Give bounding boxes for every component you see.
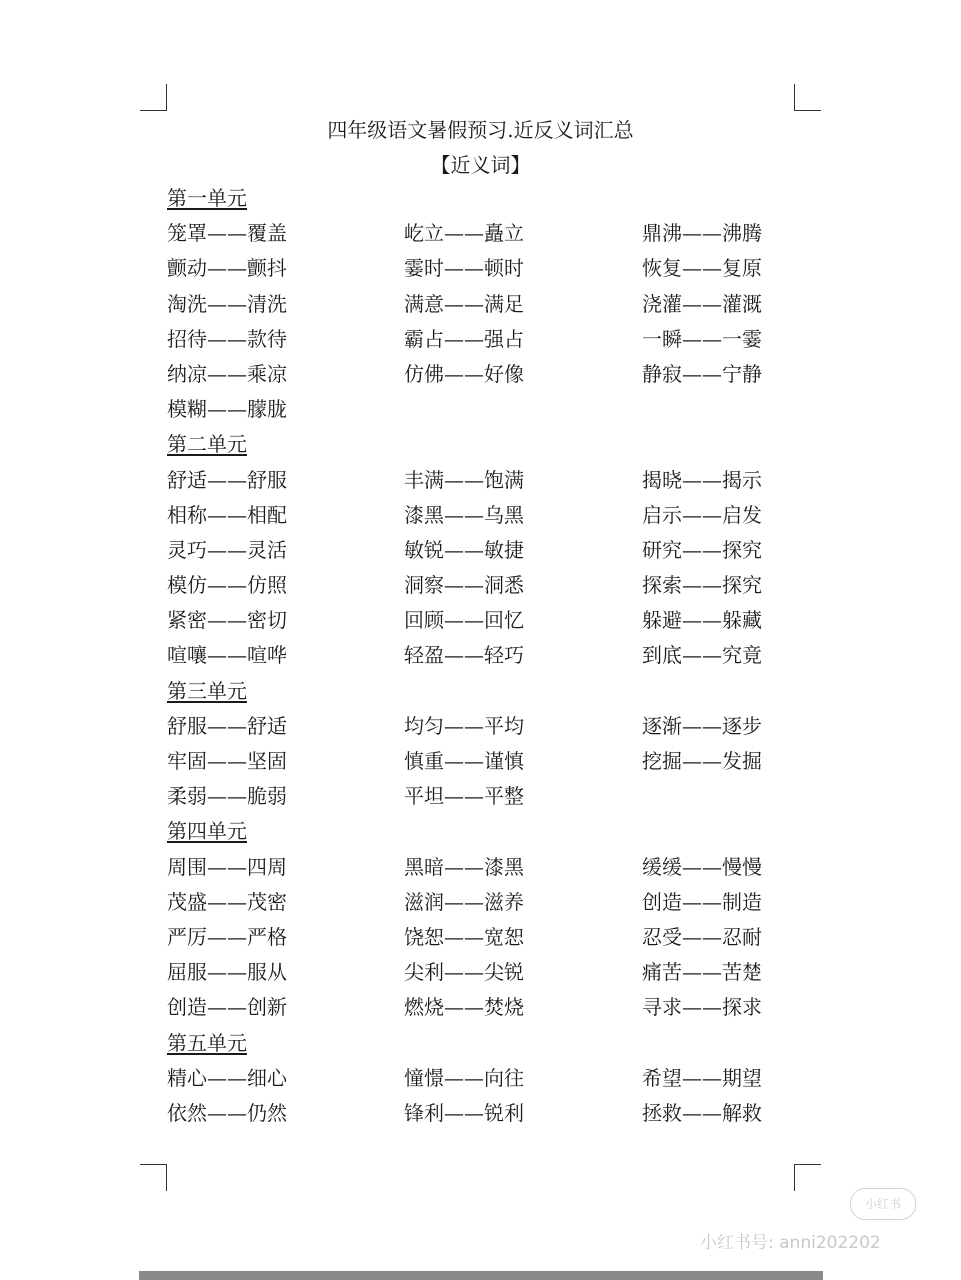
word-row [167, 498, 807, 533]
synonym-pair: 恢复——复原 [642, 256, 762, 281]
crop-mark-top-left [140, 84, 167, 111]
synonym-pair: 模糊——朦胧 [167, 397, 287, 422]
watermark-text: 小红书号: anni202202 [700, 1233, 881, 1253]
word-row [167, 568, 807, 603]
unit-heading: 第二单元 [167, 432, 247, 457]
synonym-pair: 静寂——宁静 [642, 361, 762, 386]
synonym-pair: 严厉——严格 [167, 924, 287, 949]
synonym-pair: 丰满——饱满 [404, 467, 524, 492]
synonym-pair: 回顾——回忆 [404, 608, 524, 633]
synonym-pair: 仿佛——好像 [404, 361, 524, 386]
synonym-pair: 敏锐——敏捷 [404, 537, 524, 562]
word-row [167, 744, 807, 779]
word-row [167, 850, 807, 885]
synonym-pair: 滋润——滋养 [404, 889, 524, 914]
synonym-pair: 研究——探究 [642, 537, 762, 562]
synonym-pair: 霸占——强占 [404, 326, 524, 351]
synonym-pair: 逐渐——逐步 [642, 713, 762, 738]
synonym-pair: 依然——仍然 [167, 1100, 287, 1125]
synonym-pair: 痛苦——苦楚 [642, 960, 762, 985]
synonym-pair: 一瞬——一霎 [642, 326, 762, 351]
synonym-pair: 淘洗——清洗 [167, 291, 287, 316]
synonym-pair: 到底——究竟 [642, 643, 762, 668]
synonym-pair: 周围——四周 [167, 854, 287, 879]
synonym-pair: 纳凉——乘凉 [167, 361, 287, 386]
word-row [167, 533, 807, 568]
synonym-pair: 笼罩——覆盖 [167, 221, 287, 246]
bottom-scroll-bar [139, 1271, 823, 1280]
synonym-pair: 颤动——颤抖 [167, 256, 287, 281]
word-row [167, 709, 807, 744]
synonym-pair: 躲避——躲藏 [642, 608, 762, 633]
unit-heading: 第五单元 [167, 1030, 247, 1055]
synonym-pair: 洞察——洞悉 [404, 573, 524, 598]
synonym-pair: 招待——款待 [167, 326, 287, 351]
synonym-pair: 相称——相配 [167, 502, 287, 527]
synonym-pair: 漆黑——乌黑 [404, 502, 524, 527]
synonym-pair: 平坦——平整 [404, 784, 524, 809]
synonym-pair: 灵巧——灵活 [167, 537, 287, 562]
unit-heading: 第三单元 [167, 678, 247, 703]
word-row [167, 920, 807, 955]
crop-mark-top-right [794, 84, 821, 111]
word-row [167, 287, 807, 322]
word-row [167, 955, 807, 990]
synonym-pair: 舒服——舒适 [167, 713, 287, 738]
word-row [167, 779, 807, 814]
synonym-pair: 探索——探究 [642, 573, 762, 598]
synonym-pair: 茂盛——茂密 [167, 889, 287, 914]
synonym-pair: 寻求——探求 [642, 995, 762, 1020]
synonym-pair: 牢固——坚固 [167, 749, 287, 773]
synonym-pair: 憧憬——向往 [404, 1065, 524, 1090]
crop-mark-bottom-left [140, 1164, 167, 1191]
synonym-pair: 创造——制造 [642, 889, 762, 914]
synonym-pair: 均匀——平均 [404, 713, 524, 738]
crop-mark-bottom-right [794, 1164, 821, 1191]
synonym-pair: 饶恕——宽恕 [404, 924, 524, 949]
synonym-pair: 轻盈——轻巧 [404, 643, 524, 668]
unit-heading: 第四单元 [167, 819, 247, 844]
synonym-pair: 喧嚷——喧哗 [167, 643, 287, 668]
synonym-pair: 浇灌——灌溉 [642, 291, 762, 316]
word-row [167, 638, 807, 673]
synonym-pair: 燃烧——焚烧 [404, 995, 524, 1020]
synonym-pair: 黑暗——漆黑 [404, 854, 524, 879]
synonym-pair: 忍受——忍耐 [642, 924, 762, 949]
synonym-pair: 揭晓——揭示 [642, 467, 762, 492]
synonym-pair: 屈服——服从 [167, 960, 287, 985]
synonym-pair: 锋利——锐利 [404, 1100, 524, 1125]
word-row [167, 216, 807, 251]
word-row [167, 1096, 807, 1131]
synonym-pair: 鼎沸——沸腾 [642, 221, 762, 246]
watermark-logo: 小红书 [850, 1188, 916, 1220]
synonym-pair: 希望——期望 [642, 1065, 762, 1090]
word-row [167, 251, 807, 286]
synonym-pair: 紧密——密切 [167, 608, 287, 633]
word-row [167, 463, 807, 498]
synonym-pair: 拯救——解救 [642, 1100, 762, 1125]
word-row [167, 322, 807, 357]
document-subtitle: 【近义词】 [430, 153, 531, 177]
unit-heading: 第一单元 [167, 186, 247, 210]
word-row [167, 1061, 807, 1096]
document-title: 四年级语文暑假预习.近反义词汇总 [327, 118, 634, 142]
synonym-pair: 霎时——顿时 [404, 256, 524, 281]
synonym-pair: 尖利——尖锐 [404, 960, 524, 985]
synonym-pair: 模仿——仿照 [167, 573, 287, 598]
word-row [167, 392, 807, 427]
synonym-pair: 屹立——矗立 [404, 221, 524, 246]
synonym-pair: 慎重——谨慎 [404, 749, 524, 773]
word-row [167, 990, 807, 1025]
synonym-pair: 舒适——舒服 [167, 467, 287, 492]
synonym-pair: 缓缓——慢慢 [642, 854, 762, 879]
synonym-pair: 精心——细心 [167, 1065, 287, 1090]
synonym-pair: 柔弱——脆弱 [167, 784, 287, 809]
word-list [167, 181, 807, 1131]
synonym-pair: 挖掘——发掘 [642, 749, 762, 773]
synonym-pair: 启示——启发 [642, 502, 762, 527]
synonym-pair: 创造——创新 [167, 995, 287, 1020]
synonym-pair: 满意——满足 [404, 291, 524, 316]
word-row [167, 885, 807, 920]
word-row [167, 357, 807, 392]
word-row [167, 603, 807, 638]
